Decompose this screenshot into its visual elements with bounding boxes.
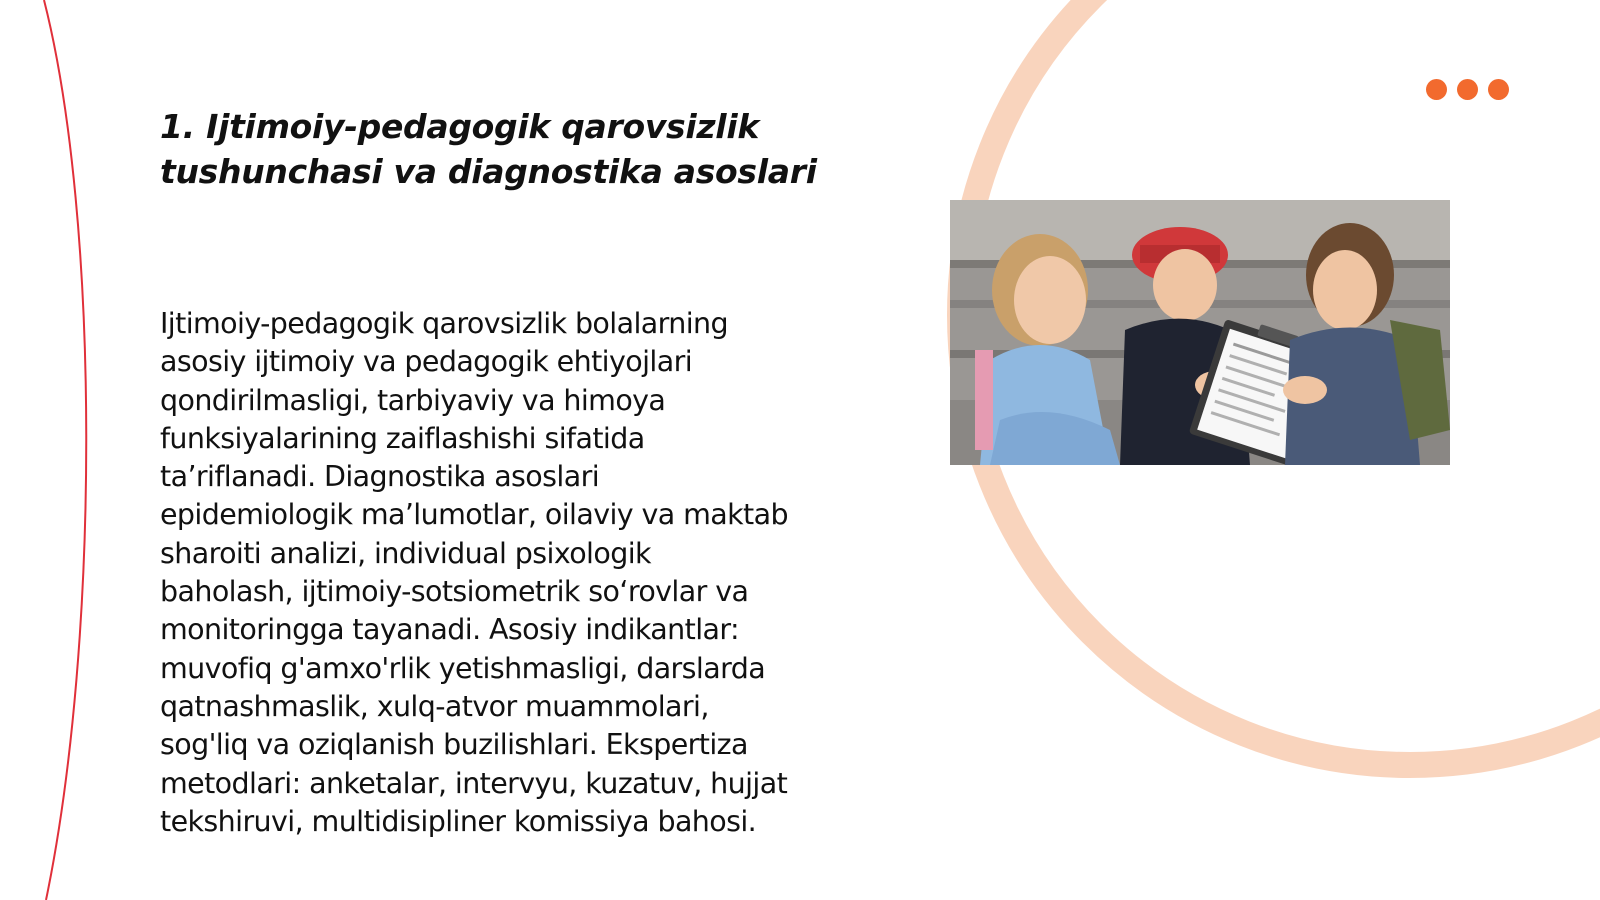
body-line: Ijtimoiy-pedagogik qarovsizlik bolalarning xyxy=(160,307,728,340)
three-dots-icon xyxy=(1426,79,1509,100)
title-line-1: 1. Ijtimoiy-pedagogik qarovsizlik xyxy=(160,107,759,146)
body-line: tekshiruvi, multidisipliner komissiya bahosi. xyxy=(160,804,757,838)
body-line: metodlari: anketalar, intervyu, kuzatuv, hujjat xyxy=(160,766,788,800)
body-line: sharoiti analizi, individual psixologik xyxy=(160,536,651,570)
body-line: qatnashmaslik, xulq-atvor muammolari, xyxy=(160,689,709,723)
slide-title xyxy=(160,104,880,194)
body-line: funksiyalarining zaiflashishi sifatida xyxy=(160,421,645,455)
body-line: epidemiologik ma’lumotlar, oilaviy va maktab xyxy=(160,498,788,532)
body-line: baholash, ijtimoiy-sotsiometrik so‘rovlar va xyxy=(160,575,749,609)
children-clipboard-photo xyxy=(950,200,1450,465)
title-line-2: tushunchasi va diagnostika asoslari xyxy=(160,152,817,191)
body-line: ta’riflanadi. Diagnostika asoslari xyxy=(160,460,600,494)
photo-illustration xyxy=(950,200,1450,465)
body-line: qondirilmasligi, tarbiyaviy va himoya xyxy=(160,383,666,417)
body-line: monitoringga tayanadi. Asosiy indikantlar: xyxy=(160,613,739,647)
body-paragraph xyxy=(160,305,850,841)
dot xyxy=(1488,79,1509,100)
dot xyxy=(1426,79,1447,100)
body-line: muvofiq g'amxo'rlik yetishmasligi, darslarda xyxy=(160,651,766,685)
body-line: sog'liq va oziqlanish buzilishlari. Ekspertiza xyxy=(160,728,748,762)
left-red-curve xyxy=(44,0,86,900)
dot xyxy=(1457,79,1478,100)
body-line: asosiy ijtimoiy va pedagogik ehtiyojlari xyxy=(160,345,693,379)
